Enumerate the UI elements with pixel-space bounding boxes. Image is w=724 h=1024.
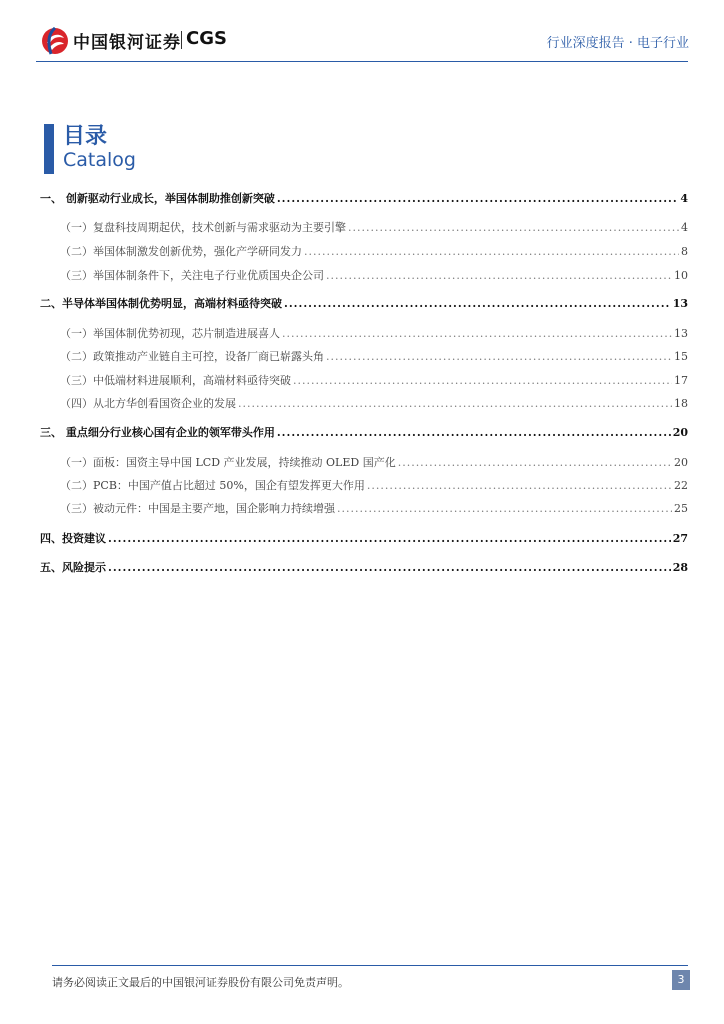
toc-entry-label: （三）中低端材料进展顺利，高端材料亟待突破 xyxy=(60,374,291,387)
toc-leader xyxy=(293,374,672,387)
toc-entry-page: 17 xyxy=(674,374,688,387)
toc-entry-label: 三、 重点细分行业核心国有企业的领军带头作用 xyxy=(40,426,275,439)
toc-entry-label: （二）PCB：中国产值占比超过 50%，国企有望发挥更大作用 xyxy=(60,479,365,492)
brand-name-en: CGS xyxy=(186,28,227,49)
toc-leader xyxy=(282,327,672,340)
toc-entry-2-4[interactable] xyxy=(40,395,688,413)
toc-entry-label: 五、风险提示 xyxy=(40,561,106,574)
report-type: 行业深度报告 · 电子行业 xyxy=(546,36,689,51)
toc-leader xyxy=(326,350,672,363)
toc-entry-2-2[interactable] xyxy=(40,348,688,366)
toc-entry-label: （三）举国体制条件下，关注电子行业优质国央企公司 xyxy=(60,269,324,282)
toc-entry-page: 4 xyxy=(680,192,688,205)
toc-entry-page: 8 xyxy=(681,245,688,258)
toc-entry-page: 13 xyxy=(674,327,688,340)
toc-entry-3-2[interactable] xyxy=(40,477,688,495)
toc-entry-page: 13 xyxy=(672,297,688,310)
toc-leader xyxy=(337,502,672,515)
toc-entry-1[interactable] xyxy=(40,190,688,208)
toc-entry-label: （一）复盘科技周期起伏，技术创新与需求驱动为主要引擎 xyxy=(60,221,346,234)
toc-title-cn: 目录 xyxy=(63,124,108,149)
toc-entry-label: （二）政策推动产业链自主可控，设备厂商已崭露头角 xyxy=(60,350,324,363)
header-divider xyxy=(36,61,688,62)
toc-leader xyxy=(284,297,671,310)
toc-leader xyxy=(238,397,672,410)
toc-entry-2-3[interactable] xyxy=(40,372,688,390)
toc-entry-3-3[interactable] xyxy=(40,500,688,518)
toc-leader xyxy=(108,561,671,574)
brand-name-cn: 中国银河证券 xyxy=(73,33,181,53)
toc-entry-2-1[interactable] xyxy=(40,325,688,343)
toc-entry-4[interactable] xyxy=(40,530,688,548)
toc-entry-1-3[interactable] xyxy=(40,267,688,285)
toc-entry-1-2[interactable] xyxy=(40,243,688,261)
toc-entry-2[interactable] xyxy=(40,295,688,313)
toc-title-en: Catalog xyxy=(63,149,136,171)
toc-entry-page: 28 xyxy=(672,561,688,574)
toc-entry-label: （二）举国体制激发创新优势，强化产学研同发力 xyxy=(60,245,302,258)
toc-entry-3[interactable] xyxy=(40,424,688,442)
toc-entry-page: 27 xyxy=(672,532,688,545)
toc-leader xyxy=(277,426,671,439)
toc-entry-label: 一、 创新驱动行业成长，举国体制助推创新突破 xyxy=(40,192,275,205)
footer-disclaimer: 请务必阅读正文最后的中国银河证券股份有限公司免责声明。 xyxy=(52,976,349,989)
toc-leader xyxy=(277,192,679,205)
toc-entry-page: 15 xyxy=(674,350,688,363)
toc-entry-label: 二、半导体举国体制优势明显，高端材料亟待突破 xyxy=(40,297,282,310)
toc-entry-label: （四）从北方华创看国资企业的发展 xyxy=(60,397,236,410)
toc-entry-1-1[interactable] xyxy=(40,219,688,237)
page-header xyxy=(0,0,724,62)
toc-entry-page: 10 xyxy=(674,269,688,282)
page-number: 3 xyxy=(672,970,690,990)
toc-title-accent-bar xyxy=(44,124,54,174)
toc-entry-page: 20 xyxy=(674,456,688,469)
toc-entry-5[interactable] xyxy=(40,559,688,577)
toc-entry-page: 20 xyxy=(672,426,688,439)
footer-divider xyxy=(52,965,688,966)
toc-entry-label: （三）被动元件：中国是主要产地，国企影响力持续增强 xyxy=(60,502,335,515)
cgs-logo-icon xyxy=(41,27,69,55)
toc-entry-page: 4 xyxy=(681,221,688,234)
toc-leader xyxy=(398,456,672,469)
toc-entry-label: 四、投资建议 xyxy=(40,532,106,545)
toc-entry-page: 25 xyxy=(674,502,688,515)
brand-divider xyxy=(181,31,182,49)
toc-leader xyxy=(326,269,672,282)
toc-entry-label: （一）面板：国资主导中国 LCD 产业发展，持续推动 OLED 国产化 xyxy=(60,456,396,469)
toc-leader xyxy=(304,245,679,258)
toc-leader xyxy=(108,532,671,545)
toc-entry-3-1[interactable] xyxy=(40,454,688,472)
toc-entry-label: （一）举国体制优势初现，芯片制造进展喜人 xyxy=(60,327,280,340)
toc-leader xyxy=(367,479,672,492)
toc-entry-page: 18 xyxy=(674,397,688,410)
toc-leader xyxy=(348,221,679,234)
toc-entry-page: 22 xyxy=(674,479,688,492)
